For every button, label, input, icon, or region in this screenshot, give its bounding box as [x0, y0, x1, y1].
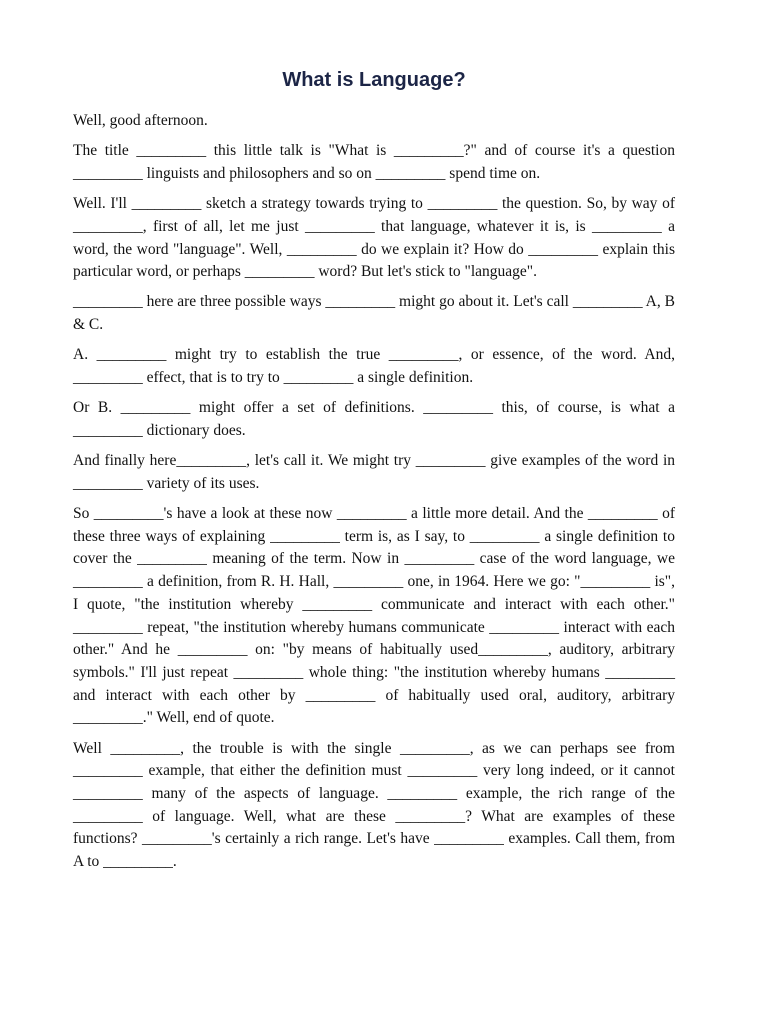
paragraph-6: Or B. _________ might offer a set of definitions. _________ this, of course, is what a _________ dictionary does. [73, 399, 675, 439]
paragraph-3: Well. I'll _________ sketch a strategy towards trying to _________ the question. So, by way of _________, first of all, let me just _________ that language, whatever it is, is _________ a word, the word "language". Well, _________ do we explain it? How do _________ explain this particular word, or perhaps _________ word? But let's stick to "language". [73, 195, 675, 281]
paragraph-4: _________ here are three possible ways _________ might go about it. Let's call _________ A, B & C. [73, 293, 675, 334]
paragraph-9: Well _________, the trouble is with the single _________, as we can perhaps see from _________ example, that either the definition must _________ very long indeed, or it cannot _________ many of the aspects of language. _________ example, the rich range of the _________ of language. Well, what are these _________? What are examples of these functions? _________'s certainly a rich range. Let's have _________ examples. Call them, from A to _________. [73, 739, 675, 871]
paragraph-7: And finally here_________, let's call it. We might try _________ give examples of the word in _________ variety of its uses. [73, 452, 675, 492]
paragraph-8: So _________'s have a look at these now _________ a little more detail. And the _________ of these three ways of explaining _________ term is, as I say, to _________ a single definition to cover the _________ meaning of the term. Now in _________ case of the word language, we _________ a definition, from R. H. Hall, _________ one, in 1964. Here we go: "_________ is", I quote, "the institution whereby _________ communicate and interact with each other." _________ repeat, "the institution whereby humans communicate _________ interact with each other." And he _________ on: "by means of habitually used_________, auditory, arbitrary symbols." I'll just repeat _________ whole thing: "the institution whereby humans _________ and interact with each other by _________ of habitually used oral, auditory, arbitrary _________." Well, end of quote. [73, 505, 675, 727]
document-title: What is Language? [282, 69, 466, 91]
paragraph-1: Well, good afternoon. [73, 112, 208, 129]
document-page [73, 66, 675, 881]
paragraph-5: A. _________ might try to establish the true _________, or essence, of the word. And, _________ effect, that is to try to _________ a single definition. [73, 346, 675, 387]
paragraph-2: The title _________ this little talk is "What is _________?" and of course it's a question _________ linguists and philosophers and so on _________ spend time on. [73, 142, 675, 182]
